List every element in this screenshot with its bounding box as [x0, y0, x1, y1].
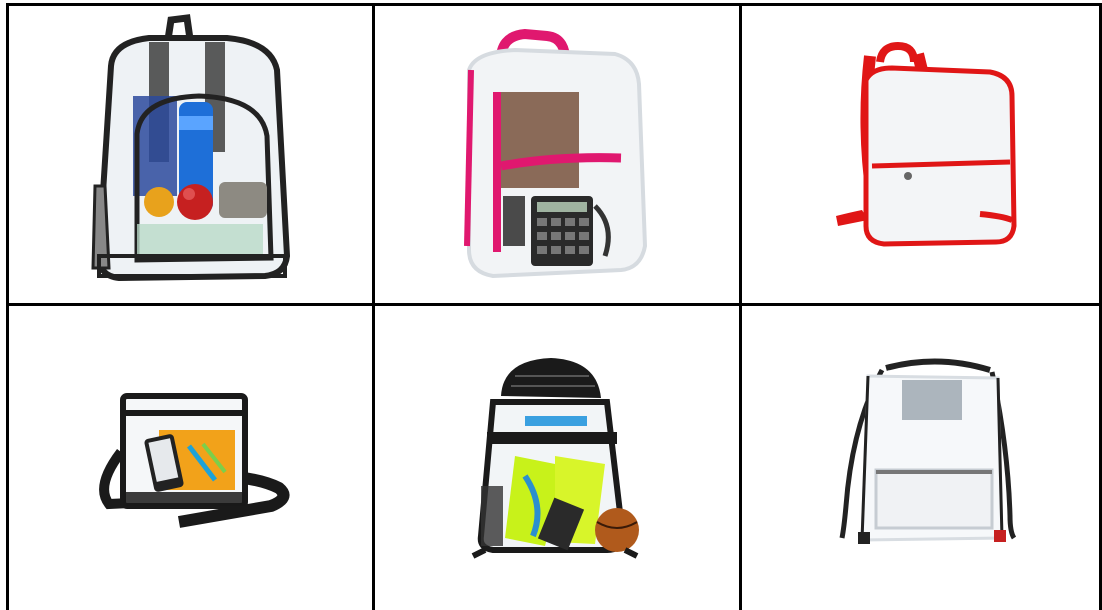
product-image-black-trim-backpack[interactable] — [9, 6, 372, 303]
product-image-drawstring-bag[interactable] — [742, 306, 1099, 610]
drawstring-bag-icon — [742, 306, 1099, 610]
backpack-icon — [375, 6, 739, 303]
product-image-crossbody-bag[interactable] — [9, 306, 372, 610]
crossbody-bag-icon — [9, 306, 372, 610]
product-image-red-trim-backpack[interactable] — [742, 6, 1099, 303]
product-image-pink-trim-backpack[interactable] — [375, 6, 739, 303]
backpack-icon — [9, 6, 372, 303]
product-image-drawstring-sport-backpack[interactable] — [375, 306, 739, 610]
backpack-icon — [742, 6, 1099, 303]
drawstring-backpack-icon — [375, 306, 739, 610]
